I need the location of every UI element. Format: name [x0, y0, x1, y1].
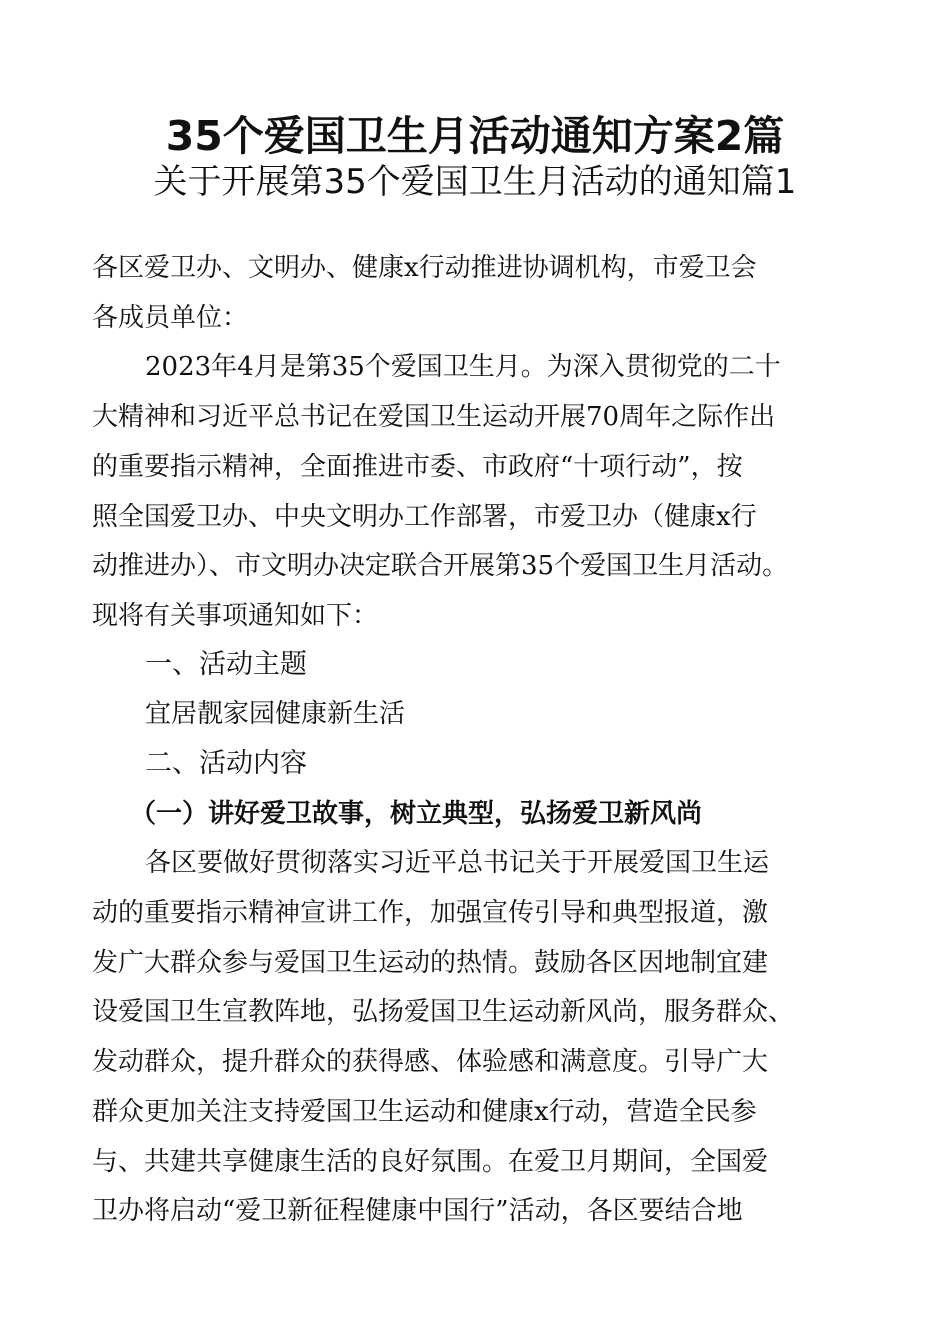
document-subtitle: 关于开展第35个爱国卫生月活动的通知篇1	[153, 162, 797, 202]
paragraph-line: 卫办将启动“爱卫新征程健康中国行”活动，各区要结合地	[92, 1196, 743, 1226]
paragraph-line: 动的重要指示精神宣讲工作，加强宣传引导和典型报道，激	[92, 898, 769, 928]
paragraph-line: 与、共建共享健康生活的良好氛围。在爱卫月期间，全国爱	[92, 1147, 769, 1177]
paragraph-line: 设爱国卫生宣教阵地，弘扬爱国卫生运动新风尚，服务群众、	[92, 997, 795, 1027]
paragraph-line: 发广大群众参与爱国卫生运动的热情。鼓励各区因地制宜建	[92, 948, 769, 978]
section-heading: 一、活动主题	[145, 649, 307, 680]
paragraph-line: 2023年4月是第35个爱国卫生月。为深入贯彻党的二十	[145, 352, 781, 382]
paragraph-line: 群众更加关注支持爱国卫生运动和健康x行动，营造全民参	[92, 1097, 757, 1127]
section-content: 宜居靓家园健康新生活	[145, 699, 406, 729]
paragraph-line: 现将有关事项通知如下：	[92, 601, 379, 631]
paragraph-line: 的重要指示精神，全面推进市委、市政府“十项行动”，按	[92, 452, 743, 482]
paragraph-line: 动推进办）、市文明办决定联合开展第35个爱国卫生月活动。	[92, 551, 789, 581]
salutation-line: 各成员单位：	[92, 303, 249, 333]
paragraph-line: 大精神和习近平总书记在爱国卫生运动开展70周年之际作出	[92, 402, 776, 432]
paragraph-line: 发动群众，提升群众的获得感、体验感和满意度。引导广大	[92, 1047, 769, 1077]
section-heading: 二、活动内容	[145, 748, 307, 779]
document-title: 35个爱国卫生月活动通知方案2篇	[165, 112, 785, 160]
paragraph-line: 照全国爱卫办、中央文明办工作部署，市爱卫办（健康x行	[92, 502, 757, 532]
subsection-heading: （一）讲好爱卫故事，树立典型，弘扬爱卫新风尚	[130, 799, 703, 829]
salutation-line: 各区爱卫办、文明办、健康x行动推进协调机构，市爱卫会	[92, 253, 757, 283]
paragraph-line: 各区要做好贯彻落实习近平总书记关于开展爱国卫生运	[145, 848, 770, 878]
